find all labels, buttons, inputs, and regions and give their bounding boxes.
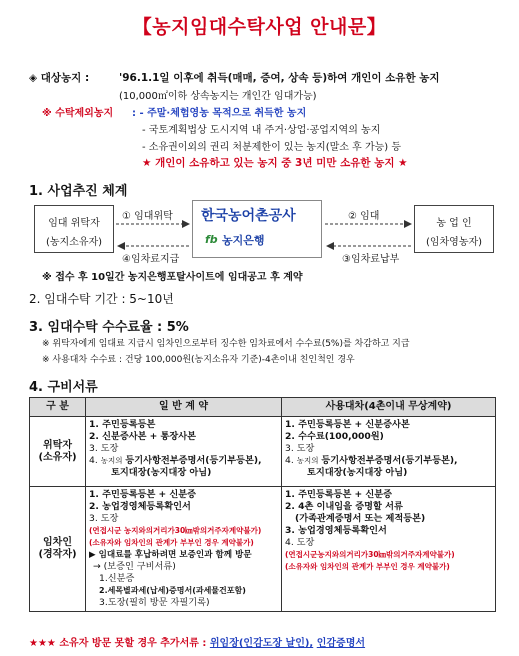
flow-label: ④임차료지급 xyxy=(122,254,180,265)
doc-text: 등기사항전부증명서(등기부등본), xyxy=(321,455,458,466)
doc-item: 4. 도장 xyxy=(285,537,315,548)
doc-item: 2. 농업경영체등록확인서 xyxy=(89,501,191,512)
doc-item: 3. 도장 xyxy=(89,513,119,524)
section1-note: ※ 접수 후 10일간 농지은행포탈사이트에 임대공고 후 계약 xyxy=(42,272,303,283)
lessor-general-cell xyxy=(86,417,282,487)
doc-item: 1. 주민등록등본 xyxy=(89,419,156,430)
lessor-box-line: (농지소유자) xyxy=(45,237,103,248)
footer-doc: 위임장(인감도장 날인), xyxy=(209,638,314,649)
doc-item: 1. 주민등록등본 + 신분증 xyxy=(89,489,197,500)
lessee-loan-cell xyxy=(282,487,496,612)
nongji-logo-icon: fb xyxy=(205,233,218,246)
doc-item: 3.도장(필히 방문 자필기록) xyxy=(99,597,210,608)
documents-table xyxy=(29,397,496,612)
flow-label: ② 임대 xyxy=(348,211,380,222)
table-header: 일 반 계 약 xyxy=(86,398,282,417)
doc-num: 4. xyxy=(285,455,294,466)
row-label-line: (소유자) xyxy=(38,451,77,463)
exclusion-item: - 소유권이외의 권리 처분제한이 있는 농지(말소 후 가능) 등 xyxy=(142,142,402,153)
doc-warning: (소유자와 임차인의 관계가 부부인 경우 계약불가) xyxy=(285,562,450,571)
doc-prefix: 농지의 xyxy=(296,456,319,465)
doc-prefix: 농지의 xyxy=(100,456,123,465)
doc-item: → (보증인 구비서류) xyxy=(93,561,176,572)
section2-heading: 2. 임대수탁 기간 : 5~10년 xyxy=(29,292,174,306)
table-header: 구 분 xyxy=(30,398,86,417)
doc-item xyxy=(285,455,492,467)
doc-item: 1. 주민등록등본 + 신분증 xyxy=(285,489,393,500)
footer-note xyxy=(29,634,365,649)
doc-item: 토지대장(농지대장 아님) xyxy=(111,467,212,478)
target-note: (10,000㎡이하 상속농지는 개인간 임대가능) xyxy=(119,91,317,102)
doc-item: 토지대장(농지대장 아님) xyxy=(307,467,408,478)
lessee-general-cell xyxy=(86,487,282,612)
section1-heading: 1. 사업추진 체계 xyxy=(29,184,128,199)
doc-item xyxy=(89,455,278,467)
row-label xyxy=(30,487,86,612)
doc-num: 4. xyxy=(89,455,98,466)
doc-item: 2.세목별과세(납세)증명서(과세물건포함) xyxy=(99,586,246,595)
flow-label: ① 임대위탁 xyxy=(122,211,173,222)
doc-item: 1. 주민등록등본 + 신분증사본 xyxy=(285,419,410,430)
table-row-lessee xyxy=(30,487,496,612)
logo-text: 한국농어촌공사 xyxy=(201,208,296,224)
footer-doc: 인감증명서 xyxy=(316,638,366,649)
flow-label: ③임차료납부 xyxy=(342,254,400,265)
lessee-box-line: (임차영농자) xyxy=(425,237,483,248)
flow-arrows xyxy=(0,0,519,280)
doc-warning: (연접시군농지와의거리가30㎞밖의거주자계약불가) xyxy=(285,550,455,559)
doc-item: (가족관계증명서 또는 제적등본) xyxy=(295,513,426,524)
doc-item: 3. 도장 xyxy=(89,443,119,454)
section3-heading: 3. 임대수탁 수수료율 : 5% xyxy=(29,320,189,335)
doc-warning: (소유자와 임차인의 관계가 부부인 경우 계약불가) xyxy=(89,538,254,547)
lessor-loan-cell xyxy=(282,417,496,487)
table-header-row xyxy=(30,398,496,417)
doc-item: ▶ 임대료를 후납하려면 보증인과 함께 방문 xyxy=(89,550,252,560)
section4-heading: 4. 구비서류 xyxy=(29,380,98,395)
row-label xyxy=(30,417,86,487)
footer-text: 소유자 방문 못할 경우 추가서류 : xyxy=(59,638,207,649)
row-label-line: 임차인 xyxy=(43,537,72,548)
doc-text: 등기사항전부증명서(등기부등본), xyxy=(125,455,262,466)
doc-item: 2. 신분증사본 + 통장사본 xyxy=(89,431,197,442)
page-title: 【농지임대수탁사업 안내문】 xyxy=(132,16,387,38)
doc-item: 2. 4촌 이내임을 증명할 서류 xyxy=(285,501,403,512)
footer-stars: ★★★ xyxy=(29,638,56,649)
target-text: '96.1.1일 이후에 취득(매매, 증여, 상속 등)하여 개인이 소유한 농지 xyxy=(119,72,440,84)
logo-subtext: 농지은행 xyxy=(222,234,265,247)
doc-warning: (연접시군 농지와의거리가30㎞밖의거주자계약불가) xyxy=(89,526,262,535)
exclusion-label: ※ 수탁제외농지 xyxy=(42,108,114,119)
doc-item: 1.신분증 xyxy=(99,573,135,584)
doc-item: 2. 수수료(100,000원) xyxy=(285,431,384,442)
warning-text: ★ 개인이 소유하고 있는 농지 중 3년 미만 소유한 농지 ★ xyxy=(142,157,408,169)
table-header: 사용대차(4촌이내 무상계약) xyxy=(282,398,496,417)
section3-note: ※ 위탁자에게 임대료 지급시 임차인으로부터 징수한 임차료에서 수수료(5%)를 차감하고 지급 xyxy=(42,339,410,349)
section3-note: ※ 사용대차 수수료 : 건당 100,000원(농지소유자 기준)-4촌이내 친인척인 경우 xyxy=(42,355,355,365)
row-label-line: 위탁자 xyxy=(43,439,72,451)
exclusion-item: : - 주말·체험영농 목적으로 취득한 농지 xyxy=(132,108,307,119)
table-row-lessor xyxy=(30,417,496,487)
doc-item: 3. 도장 xyxy=(285,443,315,454)
target-label: ◈ 대상농지 : xyxy=(29,72,90,84)
lessee-box-line: 농 업 인 xyxy=(436,218,472,229)
row-label-line: (경작자) xyxy=(38,549,77,560)
exclusion-item: - 국토계획법상 도시지역 내 주거·상업·공업지역의 농지 xyxy=(142,125,381,136)
doc-item: 3. 농업경영체등록확인서 xyxy=(285,525,387,536)
lessor-box-line: 임대 위탁자 xyxy=(48,218,100,229)
